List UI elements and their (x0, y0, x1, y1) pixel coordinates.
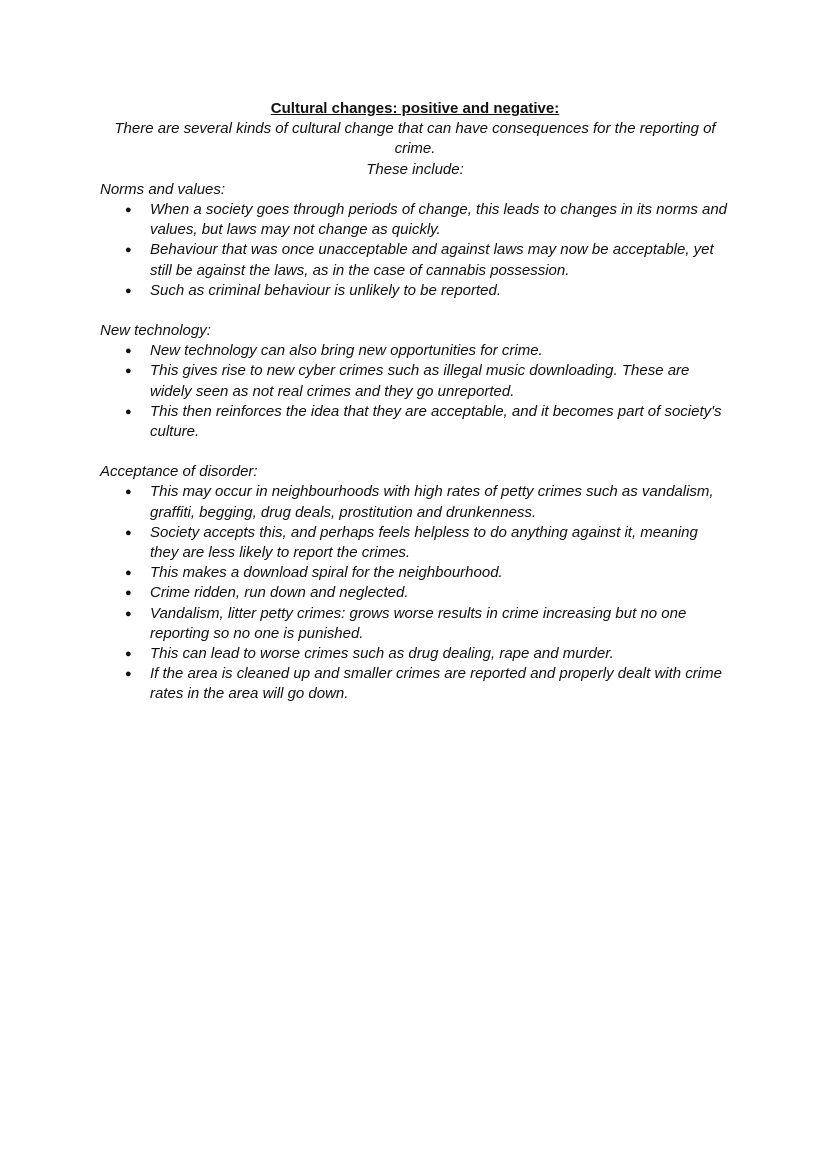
list-item: ● If the area is cleaned up and smaller crimes are reported and properly dealt with crime rates in the area will go down. (100, 664, 730, 704)
document-title: Cultural changes: positive and negative: (270, 100, 560, 117)
disorder-list (100, 482, 730, 704)
norms-list (100, 200, 730, 301)
list-item: ● Crime ridden, run down and neglected. (100, 583, 730, 603)
list-item: ● Society accepts this, and perhaps feels helpless to do anything against it, meaning they are less likely to report the crimes. (100, 523, 730, 563)
list-item: ● New technology can also bring new opportunities for crime. (100, 341, 730, 361)
list-item: ● This then reinforces the idea that they are acceptable, and it becomes part of society's culture. (100, 402, 730, 442)
list-item: ● When a society goes through periods of change, this leads to changes in its norms and values, but laws may not change as quickly. (100, 200, 730, 240)
intro-text: There are several kinds of cultural change that can have consequences for the reporting of crime. (114, 120, 716, 158)
list-item: ● This makes a download spiral for the neighbourhood. (100, 563, 730, 583)
list-item: ● This can lead to worse crimes such as drug dealing, rape and murder. (100, 644, 730, 664)
section-heading-norms: Norms and values: (100, 180, 226, 198)
list-item: ● This may occur in neighbourhoods with high rates of petty crimes such as vandalism, graffiti, begging, drug deals, prostitution and drunkenness. (100, 482, 730, 522)
document-page (100, 99, 730, 725)
list-item: ● Behaviour that was once unacceptable and against laws may now be acceptable, yet still be against the laws, as in the case of cannabis possession. (100, 240, 730, 280)
list-item: ● This gives rise to new cyber crimes such as illegal music downloading. These are widely seen as not real crimes and they go unreported. (100, 361, 730, 401)
technology-list (100, 341, 730, 442)
list-item: ● Such as criminal behaviour is unlikely to be reported. (100, 281, 730, 301)
intro-text-2: These include: (366, 160, 464, 178)
section-heading-technology: New technology: (100, 322, 211, 340)
section-heading-disorder: Acceptance of disorder: (100, 463, 258, 481)
list-item: ● Vandalism, litter petty crimes: grows worse results in crime increasing but no one reporting so no one is punished. (100, 604, 730, 644)
